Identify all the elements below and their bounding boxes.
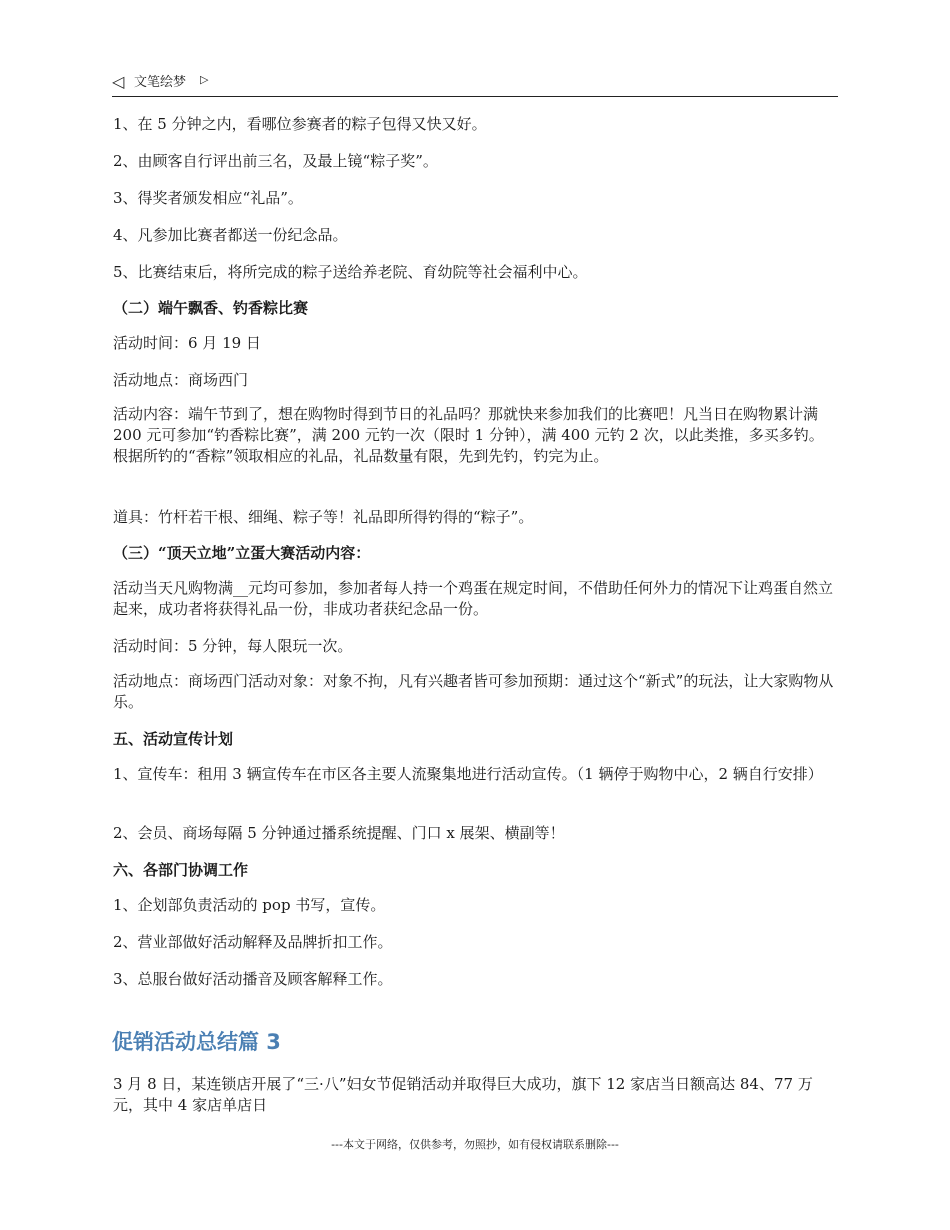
paragraph: 2、会员、商场每隔 5 分钟通过播系统提醒、门口 x 展架、横副等！ — [113, 824, 565, 842]
paragraph: 2、由顾客自行评出前三名，及最上镜“粽子奖”。 — [113, 152, 438, 170]
paragraph: 活动时间：5 分钟，每人限玩一次。 — [113, 637, 353, 655]
paragraph: 活动时间：6 月 19 日 — [113, 334, 261, 352]
paragraph: 3、得奖者颁发相应“礼品”。 — [113, 189, 303, 207]
paragraph: 1、在 5 分钟之内，看哪位参赛者的粽子包得又快又好。 — [113, 115, 487, 133]
page-header — [112, 70, 838, 97]
section-title: 六、各部门协调工作 — [113, 861, 249, 879]
paragraph: 3、总服台做好活动播音及顾客解释工作。 — [113, 970, 393, 988]
paragraph: 3 月 8 日，某连锁店开展了“三·八”妇女节促销活动并取得巨大成功，旗下 12 家店当日额高达 84、77 万元，其中 4 家店单店日 — [113, 1075, 813, 1114]
paragraph: 5、比赛结束后，将所完成的粽子送给养老院、育幼院等社会福利中心。 — [113, 263, 588, 281]
subheading: （二）端午飘香、钓香粽比赛 — [113, 299, 309, 317]
paragraph: 2、营业部做好活动解释及品牌折扣工作。 — [113, 933, 393, 951]
section-heading: 促销活动总结篇 3 — [112, 1030, 281, 1054]
section-title: 五、活动宣传计划 — [113, 730, 234, 748]
triangle-right-icon: ▷ — [200, 73, 209, 86]
paragraph: 1、企划部负责活动的 pop 书写，宣传。 — [113, 896, 386, 914]
paragraph: 道具：竹杆若干根、细绳、粽子等！礼品即所得钓得的“粽子”。 — [113, 508, 534, 526]
subheading: （三）“顶天立地”立蛋大赛活动内容： — [113, 544, 371, 562]
paragraph: 活动当天凡购物满__元均可参加，参加者每人持一个鸡蛋在规定时间，不借助任何外力的情况下让鸡蛋自然立起来，成功者将获得礼品一份，非成功者获纪念品一份。 — [113, 579, 834, 618]
paragraph: 1、宣传车：租用 3 辆宣传车在市区各主要人流聚集地进行活动宣传。（1 辆停于购物中心，2 辆自行安排） — [113, 765, 823, 783]
header-title: 文笔绘梦 — [134, 75, 187, 90]
triangle-left-icon: ◁ — [112, 72, 125, 91]
footer-disclaimer: ---本文于网络，仅供参考，勿照抄，如有侵权请联系删除--- — [331, 1138, 619, 1151]
paragraph: 活动地点：商场西门活动对象：对象不拘，凡有兴趣者皆可参加预期：通过这个“新式”的玩法，让大家购物从乐。 — [113, 672, 834, 711]
paragraph: 活动内容：端午节到了，想在购物时得到节日的礼品吗？那就快来参加我们的比赛吧！凡当日在购物累计满 200 元可参加“钓香粽比赛”，满 200 元钓一次（限时 1 分钟），满 400 元钓 2 次，以此类推，多买多钓。根据所钓的“香粽”领取相应的礼品，礼品数量有限，先到先钓，钓完为止。 — [113, 405, 824, 465]
paragraph: 活动地点：商场西门 — [113, 371, 249, 389]
paragraph: 4、凡参加比赛者都送一份纪念品。 — [113, 226, 348, 244]
